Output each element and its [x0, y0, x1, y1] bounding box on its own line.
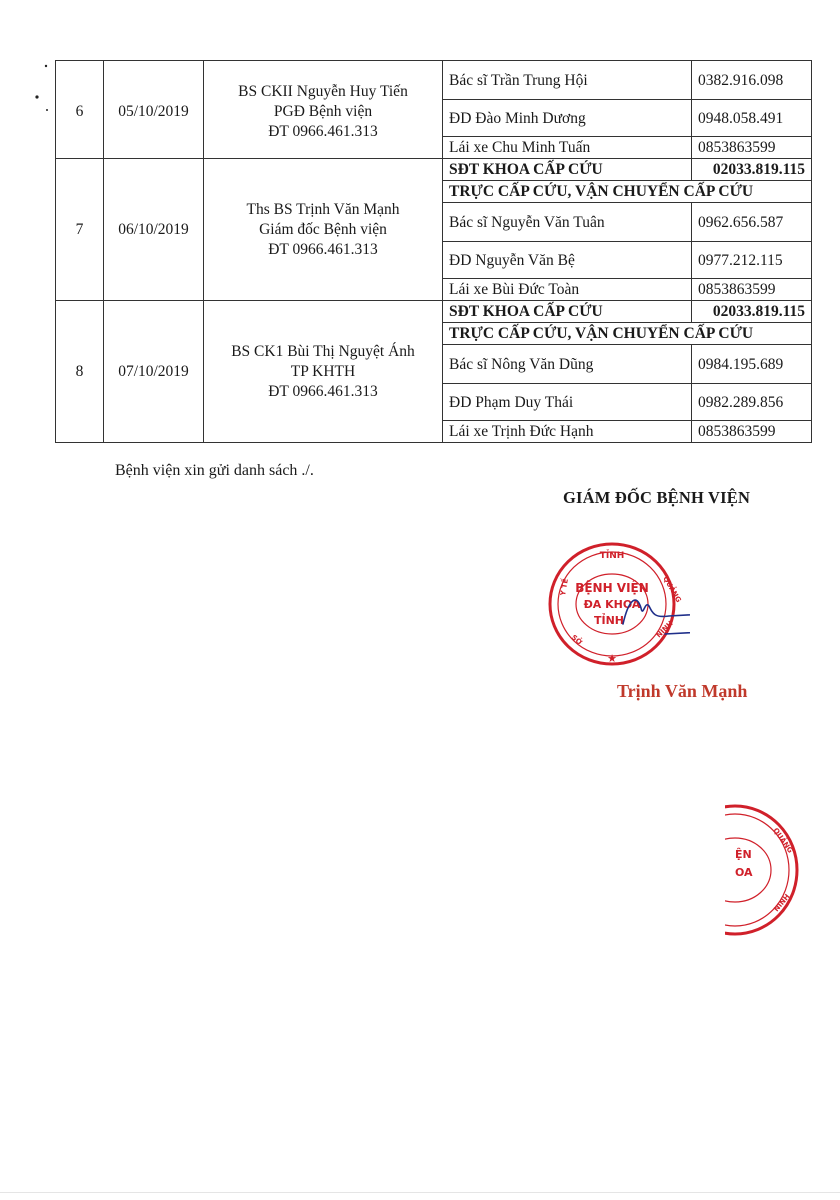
duty-schedule-table — [55, 60, 812, 443]
staff-phone: 0984.195.689 — [692, 345, 812, 384]
leader-name: BS CKII Nguyễn Huy Tiến — [238, 82, 408, 100]
staff-phone: 0977.212.115 — [692, 242, 812, 279]
leader-position: TP KHTH — [290, 362, 356, 380]
svg-text:QUẢNG: QUẢNG — [771, 826, 795, 855]
leader-position: Giám đốc Bệnh viện — [259, 220, 387, 238]
row-stt: 6 — [56, 61, 104, 159]
hotline-label: SĐT KHOA CẤP CỨU — [443, 301, 692, 323]
hospital-stamp-seal — [545, 538, 690, 670]
svg-text:ĐA KHOA: ĐA KHOA — [583, 598, 641, 611]
signer-name: Trịnh Văn Mạnh — [617, 681, 748, 701]
staff-name: ĐD Đào Minh Dương — [443, 100, 692, 137]
row-leader — [204, 301, 443, 443]
staff-name: Bác sĩ Nguyễn Văn Tuân — [443, 203, 692, 242]
staff-phone: 0853863599 — [692, 421, 812, 443]
partial-stamp-seal — [725, 800, 800, 940]
staff-name: ĐD Nguyễn Văn Bệ — [443, 242, 692, 279]
svg-text:OA: OA — [735, 866, 753, 879]
row-stt: 7 — [56, 159, 104, 301]
leader-phone: ĐT 0966.461.313 — [268, 122, 378, 140]
svg-text:NINH: NINH — [654, 619, 675, 640]
staff-phone: 0962.656.587 — [692, 203, 812, 242]
staff-name: Lái xe Trịnh Đức Hạnh — [443, 421, 692, 443]
row-stt: 8 — [56, 301, 104, 443]
staff-phone: 0982.289.856 — [692, 384, 812, 421]
staff-name: Bác sĩ Nông Văn Dũng — [443, 345, 692, 384]
svg-text:Y TẾ: Y TẾ — [559, 578, 570, 597]
svg-text:★: ★ — [607, 652, 617, 665]
table-row — [56, 159, 812, 181]
staff-phone: 0948.058.491 — [692, 100, 812, 137]
svg-text:QUẢNG: QUẢNG — [661, 575, 683, 604]
margin-marks — [32, 62, 52, 122]
leader-phone: ĐT 0966.461.313 — [268, 382, 378, 400]
hotline-label: SĐT KHOA CẤP CỨU — [443, 159, 692, 181]
leader-name: BS CK1 Bùi Thị Nguyệt Ánh — [231, 342, 415, 360]
hotline-phone: 02033.819.115 — [692, 159, 812, 181]
row-leader — [204, 159, 443, 301]
svg-text:NINH: NINH — [772, 892, 792, 914]
staff-name: Lái xe Chu Minh Tuấn — [443, 137, 692, 159]
staff-name: Lái xe Bùi Đức Toàn — [443, 279, 692, 301]
svg-text:TỈNH: TỈNH — [599, 551, 625, 561]
row-date: 06/10/2019 — [104, 159, 204, 301]
staff-phone: 0382.916.098 — [692, 61, 812, 100]
table-row — [56, 301, 812, 323]
leader-position: PGĐ Bệnh viện — [273, 102, 373, 120]
svg-text:TỈNH: TỈNH — [593, 614, 625, 627]
row-date: 07/10/2019 — [104, 301, 204, 443]
staff-phone: 0853863599 — [692, 279, 812, 301]
table-row — [56, 61, 812, 100]
duty-label: TRỰC CẤP CỨU, VẬN CHUYỂN CẤP CỨU — [443, 323, 812, 345]
leader-phone: ĐT 0966.461.313 — [268, 240, 378, 258]
hotline-phone: 02033.819.115 — [692, 301, 812, 323]
staff-name: Bác sĩ Trần Trung Hội — [443, 61, 692, 100]
duty-label: TRỰC CẤP CỨU, VẬN CHUYỂN CẤP CỨU — [443, 181, 812, 203]
page-edge — [0, 1192, 840, 1193]
closing-text: Bệnh viện xin gửi danh sách ./. — [115, 462, 314, 479]
svg-text:SỞ: SỞ — [569, 633, 584, 647]
row-date: 05/10/2019 — [104, 61, 204, 159]
staff-name: ĐD Phạm Duy Thái — [443, 384, 692, 421]
staff-phone: 0853863599 — [692, 137, 812, 159]
row-leader — [204, 61, 443, 159]
signature-title: GIÁM ĐỐC BỆNH VIỆN — [563, 488, 751, 507]
svg-text:ỆN: ỆN — [735, 848, 752, 861]
leader-name: Ths BS Trịnh Văn Mạnh — [246, 200, 400, 218]
svg-text:BỆNH VIỆN: BỆNH VIỆN — [575, 581, 649, 595]
